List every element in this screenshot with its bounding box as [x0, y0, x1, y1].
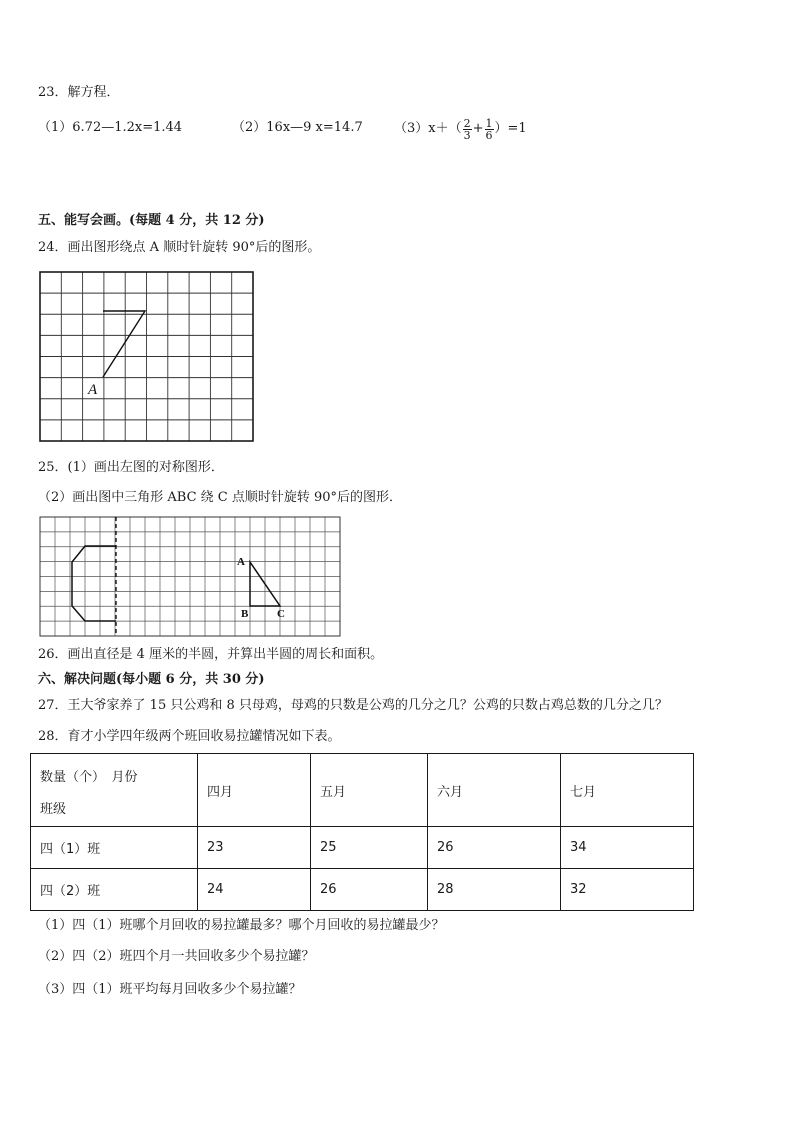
q25-half-shape	[72, 546, 116, 621]
corner-top-label: 数量（个） 月份	[40, 770, 138, 785]
class-cell: 四（2）班	[31, 869, 198, 911]
q25-grid-lines	[40, 517, 340, 636]
q23-equation-1: （1）6.72—1.2x=1.44	[38, 120, 183, 135]
value-cell: 25	[311, 827, 428, 869]
frac-numerator: 1	[485, 116, 493, 130]
frac-numerator: 2	[463, 116, 471, 130]
q28-text: 28．育才小学四年级两个班回收易拉罐情况如下表。	[38, 729, 341, 744]
table-header-row	[31, 754, 694, 827]
value-cell: 24	[198, 869, 311, 911]
q25-line1: 25．(1）画出左图的对称图形．	[38, 460, 224, 475]
q27-text: 27．王大爷家养了 15 只公鸡和 8 只母鸡，母鸡的只数是公鸡的几分之几？公鸡的只数占鸡总数的几分之几？	[38, 698, 668, 713]
q25-grid-figure	[38, 515, 343, 640]
q25-line2: （2）画出图中三角形 ABC 绕 C 点顺时针旋转 90°后的图形．	[38, 490, 403, 505]
corner-bottom-label: 班级	[40, 802, 67, 817]
q23-equation-2: （2）16x—9 x=14.7	[232, 120, 363, 135]
month-header: 五月	[311, 754, 428, 827]
q24-grid-figure	[38, 270, 258, 445]
month-header: 四月	[198, 754, 311, 827]
q24-grid-lines	[40, 272, 253, 441]
q23-eq3-prefix: （3）x＋（	[394, 121, 462, 136]
table-corner-cell	[31, 754, 198, 827]
q25-label-b: B	[241, 608, 249, 620]
value-cell: 26	[428, 827, 561, 869]
q23-eq3-suffix: ）=1	[494, 121, 527, 136]
q24-point-a-label: A	[88, 382, 98, 398]
q23-eq3-plus: +	[472, 121, 484, 136]
frac-denominator: 6	[485, 128, 493, 142]
q28-subquestion-3: （3）四（1）班平均每月回收多少个易拉罐？	[38, 982, 302, 997]
value-cell: 26	[311, 869, 428, 911]
q25-label-a: A	[237, 556, 245, 568]
value-cell: 28	[428, 869, 561, 911]
value-cell: 23	[198, 827, 311, 869]
section-5-title: 五、能写会画。(每题 4 分，共 12 分)	[38, 213, 265, 228]
frac-denominator: 3	[463, 128, 471, 142]
q24-triangle-shape	[103, 311, 145, 377]
q25-label-c: C	[277, 608, 285, 620]
q24-text: 24．画出图形绕点 A 顺时针旋转 90°后的图形。	[38, 240, 321, 255]
table-row	[31, 869, 694, 911]
q28-subquestion-2: （2）四（2）班四个月一共回收多少个易拉罐？	[38, 949, 315, 964]
q28-recycling-table	[30, 753, 694, 911]
section-6-title: 六、解决问题(每小题 6 分，共 30 分)	[38, 672, 265, 687]
q28-subquestion-1: （1）四（1）班哪个月回收的易拉罐最多？哪个月回收的易拉罐最少？	[38, 918, 445, 933]
q23-fraction-one-sixth	[485, 118, 494, 141]
value-cell: 34	[561, 827, 694, 869]
q26-text: 26．画出直径是 4 厘米的半圆，并算出半圆的周长和面积。	[38, 647, 384, 662]
table-row	[31, 827, 694, 869]
value-cell: 32	[561, 869, 694, 911]
q23-equation-3	[394, 113, 527, 145]
q23-fraction-two-thirds	[463, 118, 472, 141]
q23-title: 23．解方程．	[38, 85, 120, 100]
month-header: 七月	[561, 754, 694, 827]
month-header: 六月	[428, 754, 561, 827]
class-cell: 四（1）班	[31, 827, 198, 869]
